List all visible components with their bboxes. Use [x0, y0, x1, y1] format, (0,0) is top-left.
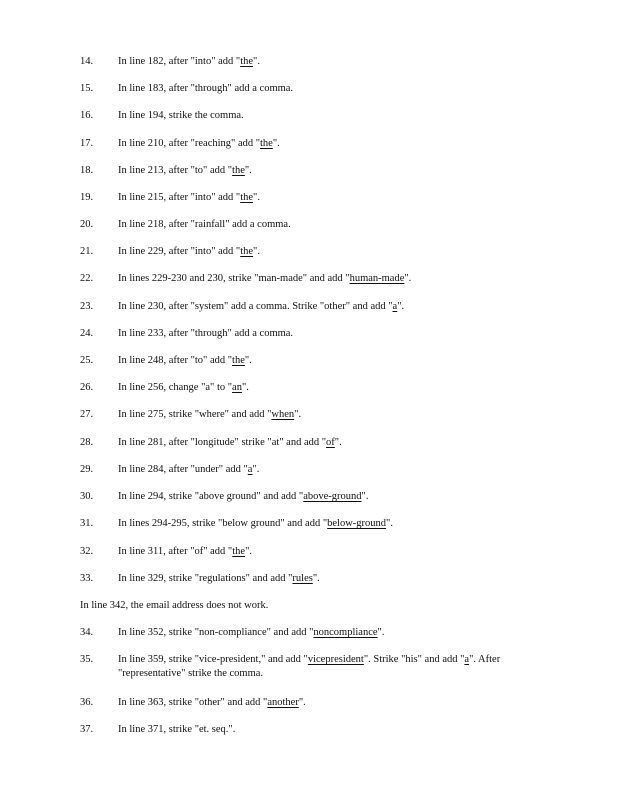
- inserted-word: the: [232, 546, 246, 557]
- item-number: 36.: [80, 697, 94, 708]
- item-text: In line 256, change "a" to "an".: [118, 382, 249, 393]
- item-text: In line 371, strike "et. seq.".: [118, 724, 236, 735]
- inserted-word: of: [326, 437, 335, 448]
- inserted-word: human-made: [349, 273, 405, 284]
- item-number: 33.: [80, 573, 94, 584]
- item-text: In line 233, after "through" add a comma.: [118, 328, 294, 339]
- amendment-item: [80, 572, 550, 586]
- amendment-item: [80, 545, 550, 559]
- amendment-item: [80, 137, 550, 151]
- inserted-word: a: [247, 464, 253, 475]
- item-text: In line 229, after "into" add "the".: [118, 246, 260, 257]
- amendment-item: [80, 517, 550, 531]
- item-number: 34.: [80, 627, 94, 638]
- inserted-word: above-ground: [303, 491, 362, 502]
- inserted-word: the: [232, 165, 245, 176]
- item-text: In line 275, strike "where" and add "when".: [118, 409, 302, 420]
- item-text: In line 230, after "system" add a comma. Strike "other" and add "a".: [118, 301, 405, 312]
- inserted-word: the: [240, 246, 254, 257]
- inserted-word: another: [267, 697, 299, 708]
- email-note: In line 342, the email address does not work.: [80, 600, 269, 611]
- item-number: 19.: [80, 192, 94, 203]
- inserted-word: below-ground: [327, 518, 387, 529]
- inserted-word: rules: [292, 573, 313, 584]
- amendment-item: [80, 626, 550, 640]
- item-number: 24.: [80, 328, 94, 339]
- inserted-word: the: [240, 56, 254, 67]
- item-text: In line 218, after "rainfall" add a comma.: [118, 219, 291, 230]
- item-text: In lines 294-295, strike "below ground" and add "below-ground".: [118, 518, 393, 529]
- amendment-item: [80, 300, 550, 314]
- item-number: 37.: [80, 724, 94, 735]
- item-number: 22.: [80, 273, 94, 284]
- item-number: 25.: [80, 355, 94, 366]
- amendment-item: [80, 354, 550, 368]
- item-number: 31.: [80, 518, 94, 529]
- inserted-word: a: [392, 301, 398, 312]
- item-number: 30.: [80, 491, 94, 502]
- item-text: In line 294, strike "above ground" and add "above-ground".: [118, 491, 369, 502]
- amendment-item: [80, 164, 550, 178]
- item-number: 15.: [80, 83, 94, 94]
- inserted-word: vicepresident: [307, 654, 364, 665]
- amendment-item: [80, 408, 550, 422]
- item-text: In line 215, after "into" add "the".: [118, 192, 260, 203]
- item-text: In line 284, after "under" add "a".: [118, 464, 260, 475]
- item-number: 20.: [80, 219, 94, 230]
- item-text: In line 363, strike "other" and add "another".: [118, 697, 306, 708]
- item-number: 29.: [80, 464, 94, 475]
- amendment-item: [80, 696, 550, 710]
- amendment-item: [80, 436, 550, 450]
- inserted-word: when: [271, 409, 295, 420]
- item-text: In lines 229-230 and 230, strike "man-made" and add "human-made".: [118, 273, 412, 284]
- item-number: 23.: [80, 301, 94, 312]
- inserted-word: noncompliance: [313, 627, 378, 638]
- item-text: In line 329, strike "regulations" and add "rules".: [118, 573, 320, 584]
- inserted-word: the: [232, 355, 245, 366]
- inserted-word: a: [464, 654, 470, 665]
- amendment-item: [80, 218, 550, 232]
- item-text: In line 352, strike "non-compliance" and add "noncompliance".: [118, 627, 385, 638]
- item-text: In line 210, after "reaching" add "the".: [118, 138, 280, 149]
- amendment-item: [80, 381, 550, 395]
- item-text: In line 213, after "to" add "the".: [118, 165, 252, 176]
- item-text: In line 281, after "longitude" strike "at" and add "of".: [118, 437, 342, 448]
- item-text: In line 194, strike the comma.: [118, 110, 244, 121]
- item-number: 28.: [80, 437, 94, 448]
- amendment-item: [80, 653, 550, 681]
- item-text: In line 311, after "of" add "the".: [118, 546, 252, 557]
- item-number: 14.: [80, 56, 94, 67]
- amendment-item: [80, 327, 550, 341]
- item-number: 21.: [80, 246, 94, 257]
- amendment-item: [80, 490, 550, 504]
- amendment-item: [80, 272, 550, 286]
- inserted-word: an: [232, 382, 242, 393]
- amendment-item: [80, 82, 550, 96]
- item-number: 32.: [80, 546, 94, 557]
- item-text: In line 248, after "to" add "the".: [118, 355, 252, 366]
- inserted-word: the: [240, 192, 254, 203]
- inserted-word: the: [260, 138, 273, 149]
- item-number: 35.: [80, 654, 94, 665]
- item-number: 18.: [80, 165, 94, 176]
- item-text: In line 183, after "through" add a comma.: [118, 83, 294, 94]
- item-number: 27.: [80, 409, 94, 420]
- amendment-item: [80, 463, 550, 477]
- item-number: 17.: [80, 138, 94, 149]
- item-number: 16.: [80, 110, 94, 121]
- amendment-item: [80, 55, 550, 69]
- amendment-item: [80, 723, 550, 737]
- item-number: 26.: [80, 382, 94, 393]
- amendment-item: [80, 191, 550, 205]
- amendment-item: [80, 245, 550, 259]
- item-text: In line 359, strike "vice-president," and add "vicepresident". Strike "his" and add "a". After "representative" strike the comma.: [118, 654, 501, 679]
- amendment-item: [80, 109, 550, 123]
- item-text: In line 182, after "into" add "the".: [118, 56, 260, 67]
